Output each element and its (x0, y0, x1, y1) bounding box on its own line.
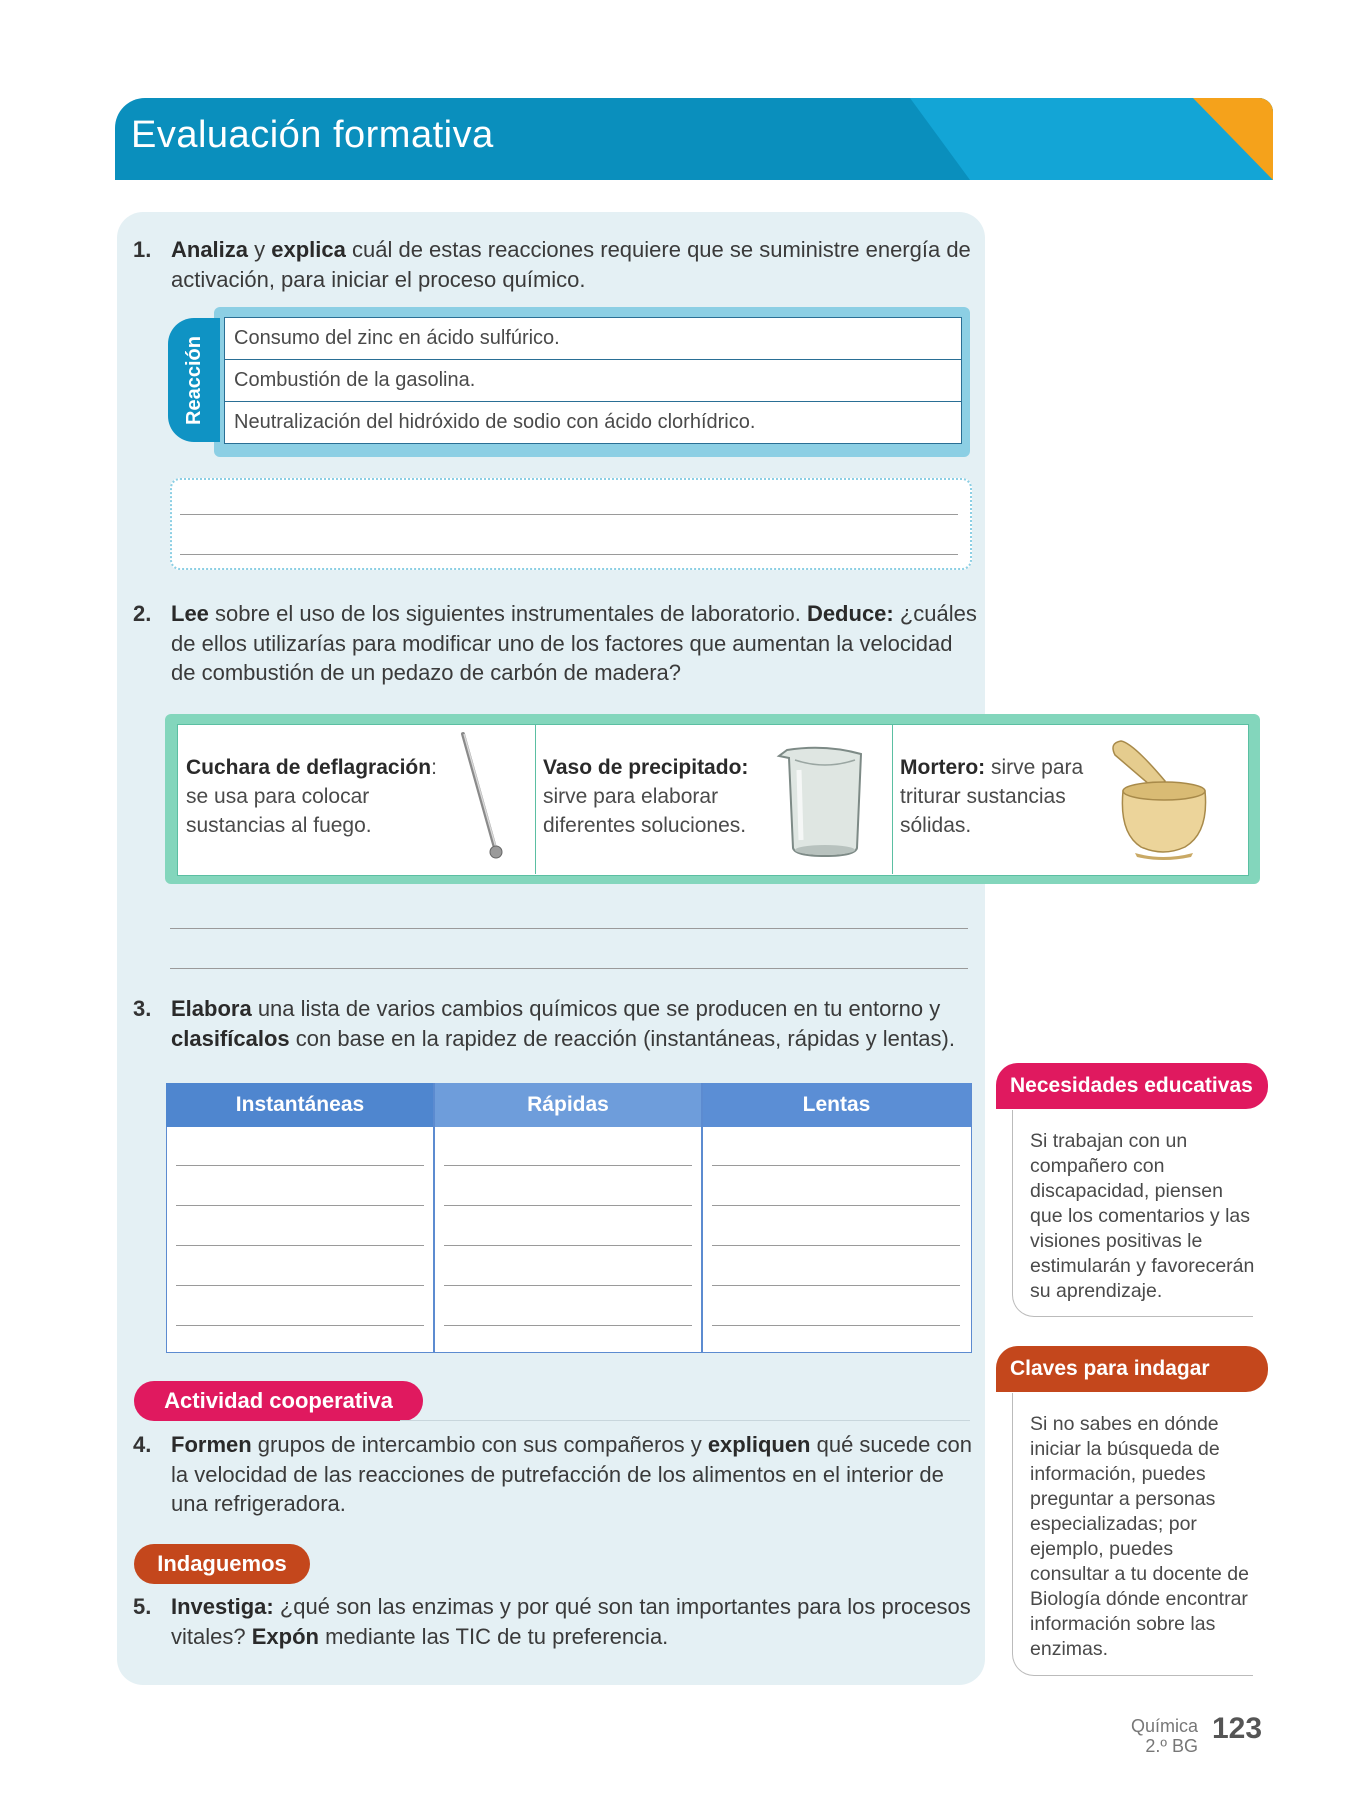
classification-answer-line[interactable] (444, 1285, 692, 1286)
classification-answer-line[interactable] (712, 1165, 960, 1166)
instrument-spoon-text (186, 753, 446, 840)
q3-text-2: con base en la rapidez de reacción (instantáneas, rápidas y lentas). (289, 1025, 955, 1051)
instrument-sep: : (431, 756, 437, 779)
q1-verb-2: explica (271, 237, 346, 262)
footer-subject-name: Química (1130, 1716, 1198, 1736)
q1-answer-line[interactable] (180, 554, 958, 555)
question-3-number: 3. (133, 996, 152, 1021)
q2-answer-line[interactable] (170, 968, 968, 969)
q5-text-1: ¿qué son las enzimas y por qué son tan importantes para los procesos vitales? (171, 1594, 971, 1649)
dua-title: DUA (956, 10, 1015, 40)
beaker-icon (775, 740, 875, 860)
instrument-name: Mortero: (900, 756, 986, 779)
page-title: Evaluación formativa (131, 114, 494, 156)
page-number: 123 (1212, 1712, 1263, 1745)
question-4-text (171, 1430, 977, 1519)
q3-text-1: una lista de varios cambios químicos que se producen en tu entorno y (251, 996, 941, 1021)
column-divider (433, 1083, 435, 1352)
column-divider (701, 1083, 703, 1352)
instrument-desc: sirve para triturar sustancias sólidas. (900, 756, 1084, 837)
question-3-text (171, 994, 977, 1053)
q1-answer-line[interactable] (180, 514, 958, 515)
q2-answer-line[interactable] (170, 928, 968, 929)
column-rapidas: Rápidas (434, 1083, 702, 1127)
footer-grade: 2.º BG (1145, 1736, 1198, 1756)
reaction-row: Neutralización del hidróxido de sodio con ácido clorhídrico. (234, 411, 756, 433)
q1-verb-1: Analiza (171, 237, 249, 262)
q2-verb-1: Lee (171, 601, 209, 626)
question-5-number: 5. (133, 1594, 152, 1619)
classification-answer-line[interactable] (176, 1285, 424, 1286)
claves-para-indagar-title: Claves para indagar (996, 1346, 1268, 1392)
instrument-name: Vaso de precipitado: (543, 756, 749, 779)
q4-separator-line (400, 1420, 970, 1421)
q1-text-1: y (248, 237, 272, 262)
q5-verb-2: Expón (251, 1623, 319, 1649)
classification-answer-line[interactable] (444, 1165, 692, 1166)
column-instantaneas: Instantáneas (166, 1083, 434, 1127)
q2-text-1: sobre el uso de los siguientes instrumentales de laboratorio. (208, 601, 807, 626)
q4-verb-1: Formen (171, 1432, 252, 1457)
classification-answer-line[interactable] (712, 1285, 960, 1286)
q3-verb-1: Elabora (171, 996, 252, 1021)
classification-answer-line[interactable] (176, 1165, 424, 1166)
q3-verb-2: clasifícalos (171, 1025, 290, 1051)
actividad-cooperativa-pill: Actividad cooperativa (134, 1381, 423, 1421)
q2-verb-2: Deduce: (806, 601, 894, 626)
instrument-beaker-text (543, 753, 788, 840)
classification-answer-line[interactable] (176, 1245, 424, 1246)
classification-answer-line[interactable] (444, 1245, 692, 1246)
q4-text-2: qué sucede con la velocidad de las reacciones de putrefacción de los alimentos en el interior de una refrigeradora. (171, 1432, 972, 1516)
classification-answer-line[interactable] (176, 1325, 424, 1326)
dua-subtitle: Acción y expresión (884, 44, 1086, 69)
classification-answer-line[interactable] (712, 1245, 960, 1246)
instrument-desc: sirve para elaborar diferentes soluciones. (543, 785, 747, 837)
question-2-number: 2. (133, 601, 152, 626)
q1-answer-box[interactable] (170, 478, 972, 570)
mortar-icon (1105, 733, 1220, 861)
q1-text-2: cuál de estas reacciones requiere que se suministre energía de activación, para iniciar el proceso químico. (171, 237, 971, 292)
q5-text-2: mediante las TIC de tu preferencia. (318, 1623, 669, 1649)
classification-answer-line[interactable] (176, 1205, 424, 1206)
indaguemos-pill: Indaguemos (134, 1544, 310, 1584)
reaction-row: Consumo del zinc en ácido sulfúrico. (225, 318, 961, 360)
q4-text-1: grupos de intercambio con sus compañeros y (251, 1432, 708, 1457)
q5-verb-1: Investiga: (171, 1594, 274, 1619)
claves-para-indagar-text: Si no sabes en dónde iniciar la búsqueda de información, puedes preguntar a personas especializadas; por ejemplo, puedes consultar a tu docente de Biología dónde encontrar información sobre las enzimas. (1030, 1413, 1249, 1660)
page-header (115, 98, 1273, 180)
question-2-text (171, 599, 977, 688)
footer-subject (1131, 1716, 1198, 1756)
instrument-name: Cuchara de deflagración (186, 756, 432, 779)
classification-answer-line[interactable] (712, 1325, 960, 1326)
necesidades-educativas-text: Si trabajan con un compañero con discapacidad, piensen que los comentarios y las visiones positivas le estimularán y favorecerán su aprendizaje. (1030, 1130, 1255, 1302)
column-lentas: Lentas (702, 1083, 971, 1127)
reaction-tab-label: Reacción (182, 335, 205, 425)
q4-verb-2: expliquen (707, 1432, 811, 1457)
classification-answer-line[interactable] (444, 1205, 692, 1206)
question-1-number: 1. (133, 237, 152, 262)
classification-answer-line[interactable] (712, 1205, 960, 1206)
question-4-number: 4. (133, 1432, 152, 1457)
question-5-text (171, 1592, 977, 1651)
necesidades-educativas-title: Necesidades educativas (996, 1063, 1268, 1109)
reaction-tab (168, 318, 220, 442)
classification-answer-line[interactable] (444, 1325, 692, 1326)
instrument-mortar-text (900, 753, 1100, 840)
instrument-divider (892, 724, 893, 874)
question-1-text (171, 235, 977, 294)
instrument-desc: se usa para colocar sustancias al fuego. (186, 785, 372, 837)
q2-text-2: ¿cuáles de ellos utilizarías para modificar uno de los factores que aumentan la velocidad de combustión de un pedazo de carbón de madera? (171, 601, 977, 685)
reaction-row: Combustión de la gasolina. (225, 360, 961, 402)
deflagration-spoon-icon (455, 730, 515, 865)
instrument-divider (535, 724, 536, 874)
reaction-table (224, 317, 962, 444)
